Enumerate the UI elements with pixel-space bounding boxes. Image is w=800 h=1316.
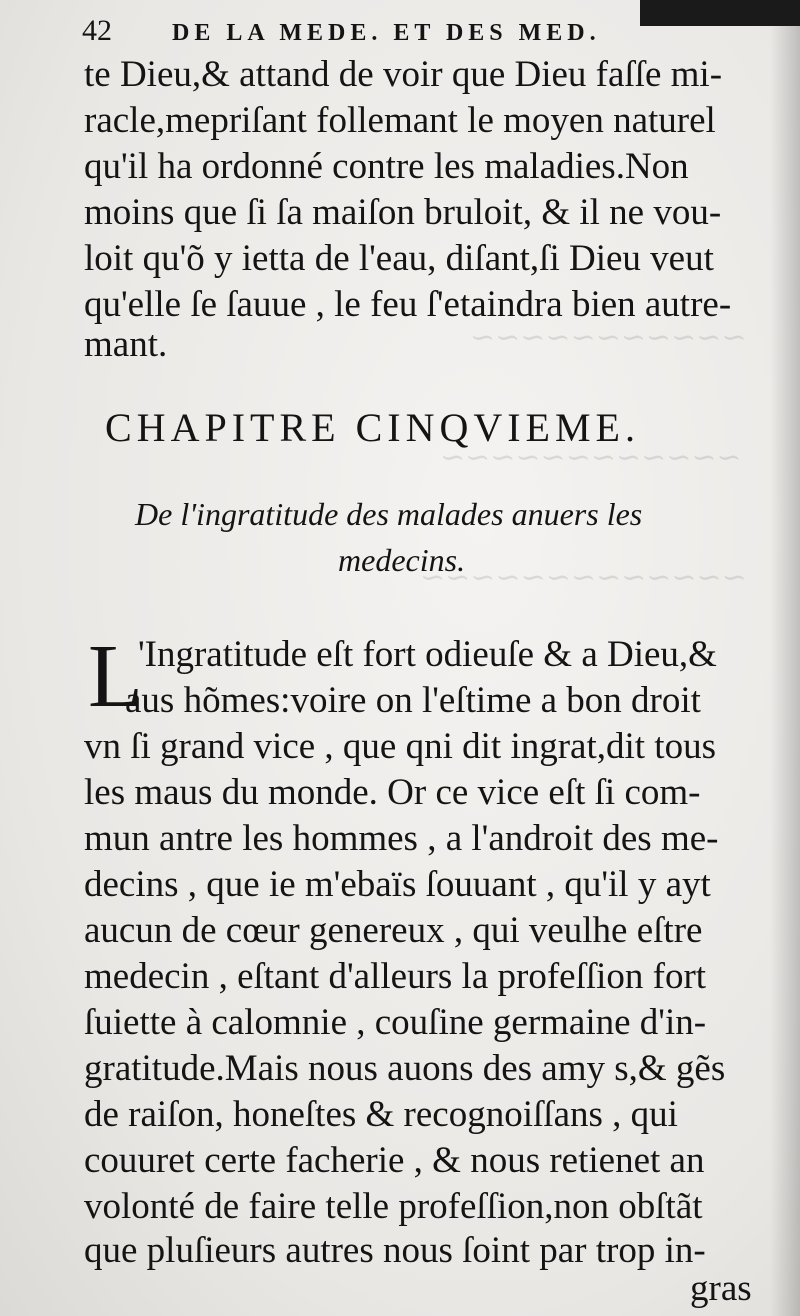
chapter-title: CHAPITRE CINQVIEME. — [105, 405, 640, 450]
text-line: de raiſon, honeſtes & recognoiſſans , qui — [84, 1094, 678, 1135]
drop-cap: L — [88, 627, 143, 726]
text-line: couuret certe facherie , & nous retienet an — [84, 1140, 705, 1181]
text-line: decins , que ie m'ebaïs ſouuant , qu'il y ayt — [84, 864, 711, 905]
bleed-through: ~~~~~~~~~~~~~ — [420, 560, 747, 595]
text-line: moins que ſi ſa maiſon bruloit, & il ne vou- — [84, 192, 722, 233]
chapter-subtitle: medecins. — [338, 542, 466, 578]
text-line: racle,mepriſant follemant le moyen naturel — [84, 100, 716, 141]
text-line: les maus du monde. Or ce vice eſt ſi com- — [84, 772, 701, 813]
page-edge-shadow — [770, 0, 800, 1316]
text-line: qu'il ha ordonné contre les maladies.Non — [84, 146, 689, 187]
text-line: te Dieu,& attand de voir que Dieu faſſe mi- — [84, 54, 723, 95]
running-title: DE LA MEDE. ET DES MED. — [172, 20, 601, 46]
text-line: vn ſi grand vice , que qni dit ingrat,dit tous — [84, 726, 716, 767]
text-line: loit qu'õ y ietta de l'eau, diſant,ſi Dieu veut — [84, 238, 714, 279]
page-number: 42 — [82, 14, 112, 47]
text-line: volonté de faire telle profeſſion,non obſtãt — [84, 1186, 703, 1227]
running-header — [82, 14, 742, 54]
text-line: medecin , eſtant d'alleurs la profeſſion fort — [84, 956, 707, 997]
text-line: aucun de cœur genereux , qui veulhe eſtre — [84, 910, 703, 951]
text-line: gratitude.Mais nous auons des amy s,& gẽs — [84, 1048, 726, 1089]
text-line: mun antre les hommes , a l'androit des me- — [84, 818, 719, 859]
chapter-subtitle: De l'ingratitude des malades anuers les — [135, 496, 643, 532]
text-line: mant. — [84, 324, 168, 365]
catchword: gras — [690, 1268, 752, 1309]
text-line: que pluſieurs autres nous ſoint par trop in- — [84, 1230, 706, 1271]
bleed-through: ~~~~~~~~~~~~ — [440, 440, 742, 475]
bleed-through: ~~~~~~~~~~~ — [470, 320, 747, 355]
text-line: ſuiette à calomnie , couſine germaine d'in- — [84, 1002, 707, 1043]
text-line: 'Ingratitude eſt fort odieuſe & a Dieu,& — [138, 634, 717, 675]
text-line: aus hõmes:voire on l'eſtime a bon droit — [125, 680, 701, 721]
text-line: qu'elle ſe ſauue , le feu ſ'etaindra bien autre- — [84, 284, 732, 325]
